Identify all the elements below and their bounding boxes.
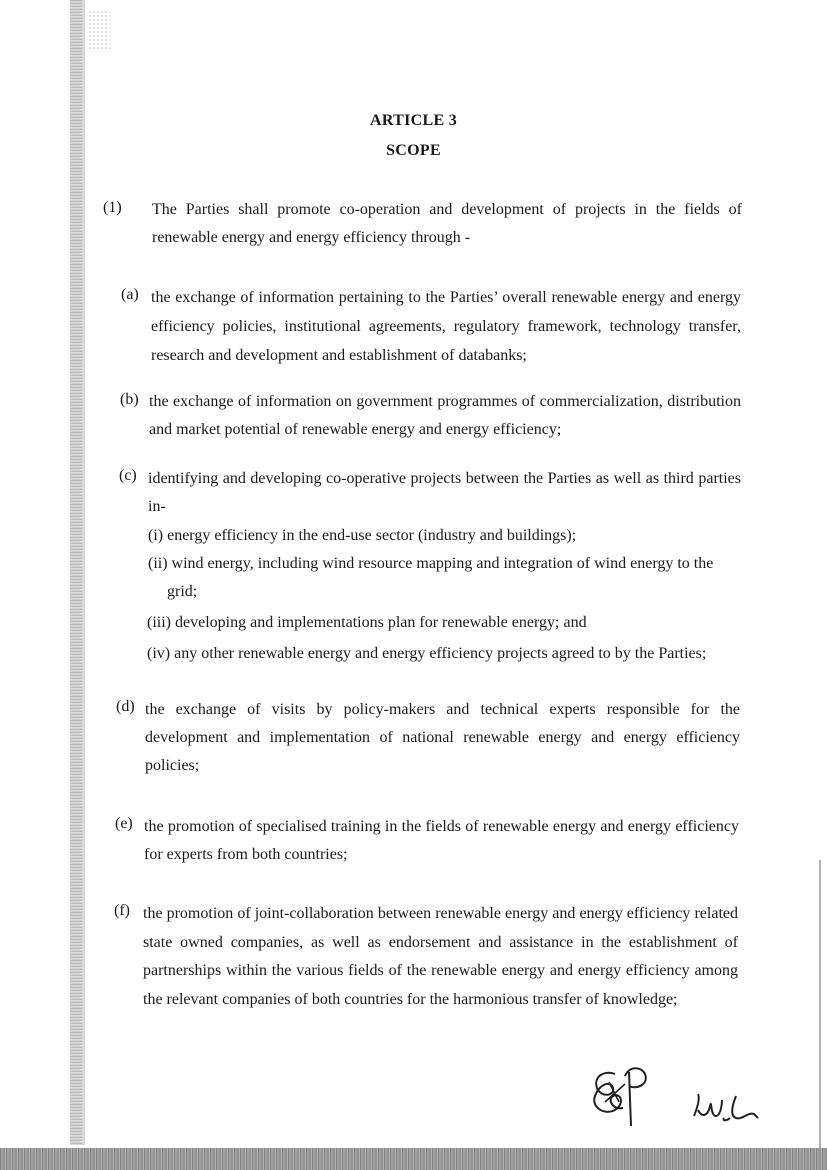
article-title: ARTICLE 3 bbox=[369, 112, 458, 129]
subitem-c-iii: (iii) developing and implementations plan for renewable energy; and bbox=[147, 614, 587, 631]
subitem-c-ii: (ii) wind energy, including wind resource mapping and integration of wind energy to the bbox=[148, 555, 714, 572]
scan-right-edge bbox=[819, 860, 821, 1150]
item-label-c: (c) bbox=[119, 467, 137, 484]
item-text-b: the exchange of information on government programmes of commercialization, distribution and market potential of renewable energy and energy efficiency; bbox=[149, 393, 741, 438]
item-label-a: (a) bbox=[121, 286, 139, 303]
paragraph-text: The Parties shall promote co-operation and development of projects in the fields of renewable energy and energy efficiency through - bbox=[152, 201, 742, 246]
signature-initials-left bbox=[585, 1062, 665, 1132]
item-label-b: (b) bbox=[120, 391, 139, 408]
item-label-d: (d) bbox=[116, 698, 135, 715]
item-text-c: identifying and developing co-operative projects between the Parties as well as third parties in- bbox=[148, 470, 741, 515]
paragraph-number: (1) bbox=[103, 199, 122, 216]
subitem-c-i: (i) energy efficiency in the end-use sector (industry and buildings); bbox=[148, 527, 577, 544]
scan-binding-shadow bbox=[82, 0, 85, 1145]
scan-binding-edge bbox=[70, 0, 82, 1145]
item-label-f: (f) bbox=[114, 902, 130, 919]
scan-noise bbox=[88, 10, 110, 50]
subitem-c-ii-cont: grid; bbox=[167, 583, 198, 600]
scan-bottom-edge bbox=[0, 1148, 827, 1170]
subitem-c-iv: (iv) any other renewable energy and energy efficiency projects agreed to by the Parties; bbox=[147, 645, 707, 662]
item-text-f: the promotion of joint-collaboration between renewable energy and energy efficiency related state owned companies, as well as endorsement and assistance in the establishment of partnerships within the various fields of the renewable energy and energy efficiency among the relevant companies of both countries for the harmonious transfer of knowledge; bbox=[143, 905, 738, 1008]
article-subtitle: SCOPE bbox=[386, 142, 441, 159]
signature-initials-right bbox=[688, 1088, 768, 1128]
item-text-a: the exchange of information pertaining to the Parties’ overall renewable energy and energy efficiency policies, institutional agreements, regulatory framework, technology transfer, research and development and establishment of databanks; bbox=[151, 289, 741, 364]
item-text-e: the promotion of specialised training in the fields of renewable energy and energy efficiency for experts from both countries; bbox=[144, 818, 739, 863]
item-text-d: the exchange of visits by policy-makers and technical experts responsible for the development and implementation of national renewable energy and energy efficiency policies; bbox=[145, 701, 740, 774]
item-label-e: (e) bbox=[115, 815, 133, 832]
